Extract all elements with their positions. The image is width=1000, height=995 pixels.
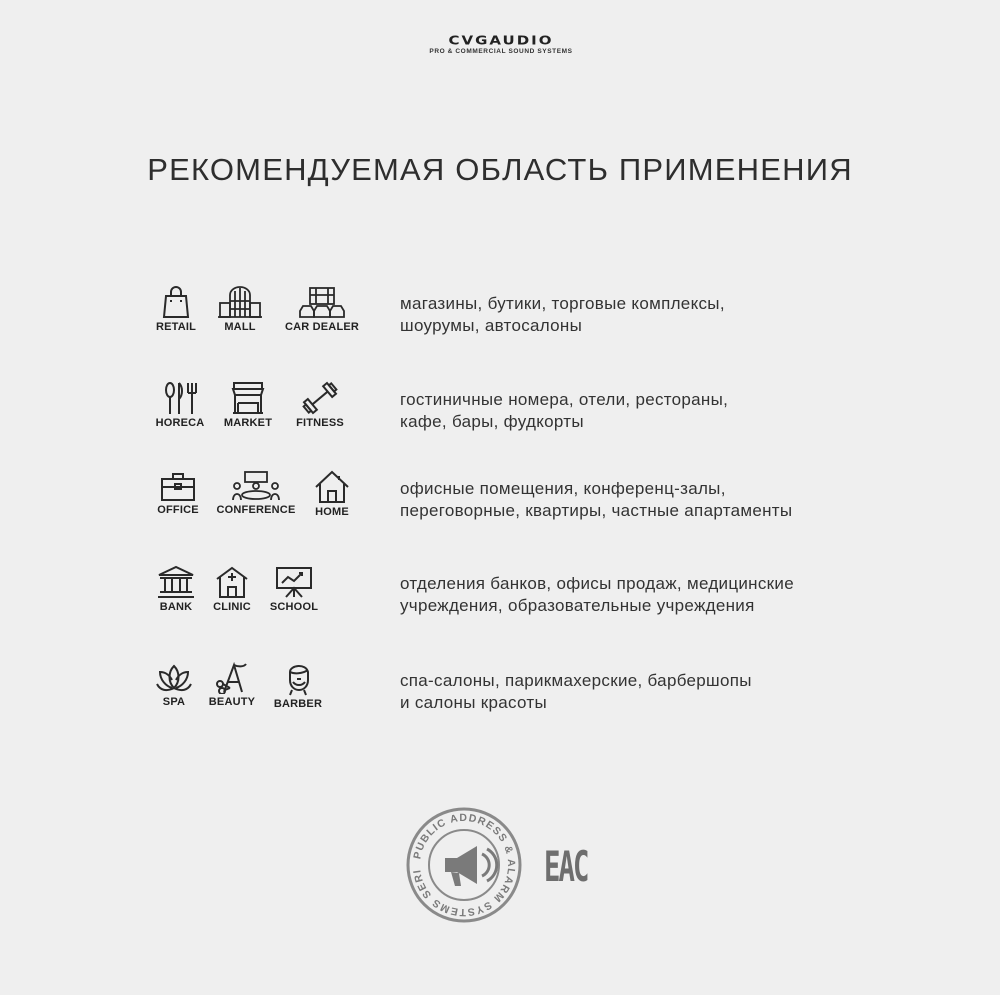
- icon-label: CONFERENCE: [216, 504, 296, 516]
- application-row-retail: [150, 285, 870, 355]
- row-description: [400, 670, 870, 714]
- icon-label: HORECA: [155, 417, 205, 429]
- icon-label: BANK: [159, 601, 193, 613]
- page-title: РЕКОМЕНДУЕМАЯ ОБЛАСТЬ ПРИМЕНЕНИЯ: [147, 152, 853, 187]
- conference-room-icon: [231, 470, 281, 502]
- description-line-2: кафе, бары, фудкорты: [400, 412, 584, 431]
- mall-building-icon: [215, 285, 265, 319]
- presentation-board-icon: [274, 565, 314, 599]
- description-line-2: и салоны красоты: [400, 693, 547, 712]
- fitness-item: [278, 381, 362, 429]
- barber-item: [256, 662, 340, 710]
- icon-label: OFFICE: [157, 504, 199, 516]
- brand-name: CVGAUDIO: [448, 33, 554, 48]
- icon-label: MARKET: [223, 417, 273, 429]
- row-description: [400, 293, 870, 337]
- car-dealer-icon: [297, 285, 347, 319]
- icon-label: MALL: [224, 321, 256, 333]
- icon-label: SCHOOL: [269, 601, 319, 613]
- lotus-icon: [155, 662, 193, 694]
- description-line-1: офисные помещения, конференц-залы,: [400, 479, 726, 498]
- description-line-1: гостиничные номера, отели, рестораны,: [400, 390, 729, 409]
- briefcase-icon: [160, 470, 196, 502]
- office-item: [136, 470, 220, 516]
- icon-label: RETAIL: [155, 321, 197, 333]
- icon-label: FITNESS: [296, 417, 344, 429]
- megaphone-icon: [445, 846, 497, 886]
- market-stall-icon: [230, 381, 266, 415]
- icon-label: CLINIC: [213, 601, 251, 613]
- icon-label: SPA: [162, 696, 186, 708]
- cutlery-icon: [162, 381, 198, 415]
- icon-label: CAR DEALER: [284, 321, 360, 333]
- icon-label: HOME: [315, 506, 349, 518]
- row-description: [400, 389, 870, 433]
- badge-text: PUBLIC ADDRESS & ALARM SYSTEMS SERI: [411, 811, 518, 919]
- house-icon: [314, 470, 350, 504]
- home-item: [290, 470, 374, 518]
- mall-item: [198, 285, 282, 333]
- barber-man-icon: [280, 662, 316, 696]
- description-line-2: переговорные, квартиры, частные апартаменты: [400, 501, 793, 520]
- car-dealer-item: [280, 285, 364, 333]
- icon-label: BEAUTY: [208, 696, 256, 708]
- description-line-1: отделения банков, офисы продаж, медицинские: [400, 574, 794, 593]
- dumbbell-icon: [302, 381, 338, 415]
- eac-certification-mark: EAC: [544, 842, 588, 891]
- application-row-office: [150, 470, 870, 540]
- row-description: [400, 573, 870, 617]
- description-line-2: учреждения, образовательные учреждения: [400, 596, 755, 615]
- application-row-spa: [150, 662, 870, 732]
- description-line-2: шоурумы, автосалоны: [400, 316, 583, 335]
- application-row-horeca: [150, 381, 870, 451]
- description-line-1: магазины, бутики, торговые комплексы,: [400, 294, 725, 313]
- brand-logo: [416, 34, 586, 55]
- pa-alarm-series-badge: [405, 806, 523, 929]
- hair-scissors-icon: [214, 662, 250, 694]
- application-row-bank: [150, 565, 870, 635]
- clinic-icon: [214, 565, 250, 599]
- icon-label: BARBER: [273, 698, 323, 710]
- brand-tagline: PRO & COMMERCIAL SOUND SYSTEMS: [429, 48, 573, 55]
- row-description: [400, 478, 870, 522]
- conference-item: [214, 470, 298, 516]
- shopping-bag-icon: [159, 285, 193, 319]
- school-item: [252, 565, 336, 613]
- description-line-1: спа-салоны, парикмахерские, барбершопы: [400, 671, 752, 690]
